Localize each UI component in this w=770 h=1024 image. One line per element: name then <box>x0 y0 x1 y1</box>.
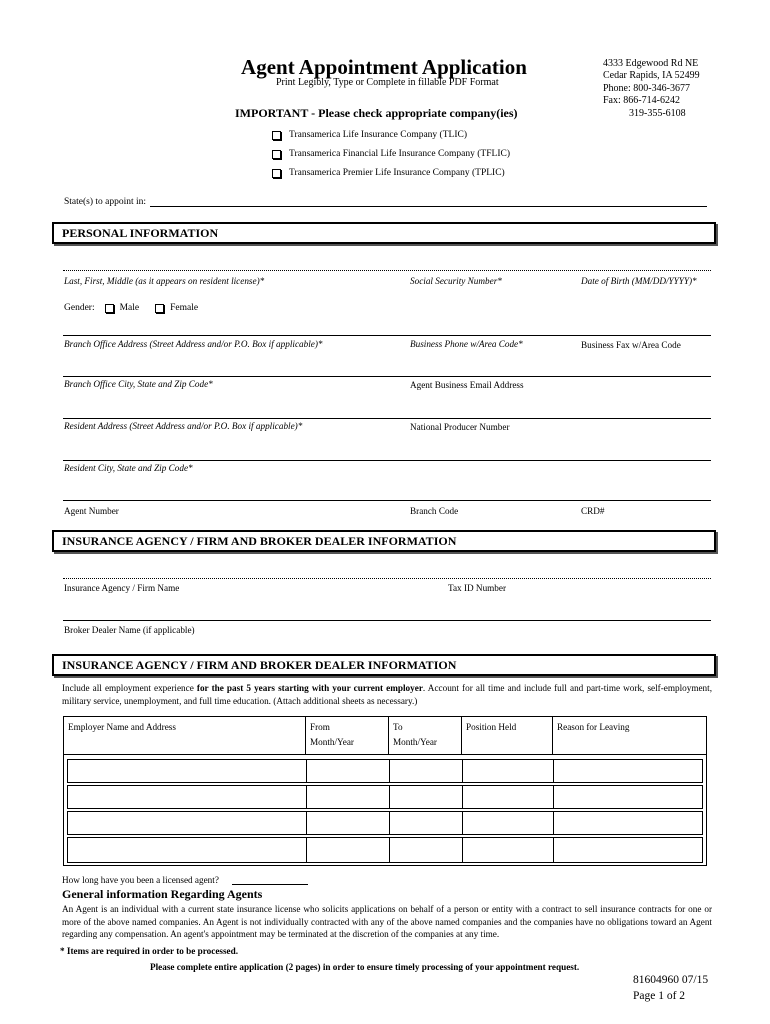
address-fax: Fax: 866-714-6242 <box>603 95 680 107</box>
label-branch-address: Branch Office Address (Street Address and/or P.O. Box if applicable)* <box>64 339 323 349</box>
label-agent-number: Agent Number <box>64 506 119 516</box>
gender-label: Gender: <box>64 303 95 313</box>
gender-field <box>64 303 198 313</box>
company-label-tflic: Transamerica Financial Life Insurance Company (TFLIC) <box>289 149 510 159</box>
company-address <box>603 58 700 120</box>
company-option-tflic[interactable] <box>272 149 510 159</box>
employment-table <box>63 716 707 755</box>
checkbox-tplic[interactable] <box>272 169 281 178</box>
employment-instructions <box>62 682 712 707</box>
address-fax-2: 319-355-6108 <box>629 107 686 119</box>
female-label: Female <box>170 303 199 313</box>
section-employment: INSURANCE AGENCY / FIRM AND BROKER DEALER INFORMATION <box>52 654 716 676</box>
form-footer <box>633 972 708 1004</box>
address-phone: Phone: 800-346-3677 <box>603 82 690 94</box>
label-business-phone: Business Phone w/Area Code* <box>410 339 523 349</box>
employment-header-row <box>64 717 707 755</box>
firm-name-input-line[interactable] <box>63 578 711 579</box>
col-employer-label: Employer Name and Address <box>68 722 176 732</box>
label-branch-city: Branch Office City, State and Zip Code* <box>64 379 213 389</box>
page-number: Page 1 of 2 <box>633 990 686 1002</box>
col-from <box>306 717 389 755</box>
name-input-line[interactable] <box>63 270 711 271</box>
label-broker-dealer: Broker Dealer Name (if applicable) <box>64 625 195 635</box>
checkbox-tlic[interactable] <box>272 131 281 140</box>
col-reason <box>553 717 707 755</box>
col-from-sub: Month/Year <box>310 737 354 747</box>
label-name: Last, First, Middle (as it appears on resident license)* <box>64 276 265 286</box>
complete-note: Please complete entire application (2 pages) in order to ensure timely processing of your appointment request. <box>150 962 580 972</box>
col-position <box>462 717 553 755</box>
label-email: Agent Business Email Address <box>410 380 524 390</box>
employment-rows <box>63 754 707 866</box>
label-crd: CRD# <box>581 506 605 516</box>
section-agency-firm: INSURANCE AGENCY / FIRM AND BROKER DEALER INFORMATION <box>52 530 716 552</box>
general-info-title: General information Regarding Agents <box>62 887 263 901</box>
col-employer <box>64 717 306 755</box>
address-city: Cedar Rapids, IA 52499 <box>603 70 700 82</box>
checkbox-female[interactable] <box>155 304 164 313</box>
resident-city-input-line[interactable] <box>63 460 711 461</box>
general-info-text: An Agent is an individual with a current state insurance license who solicits applications on behalf of a person or entity with a contract to sell insurance contracts for one or more of the above named companies. An Agent is not individually contracted with any of the above named companies and the companies have no obligations toward an Agent regarding any compensation. An agent's appointment may be terminated at the discretion of the companies at any time. <box>62 904 712 940</box>
states-label: State(s) to appoint in: <box>64 197 147 207</box>
employment-intro-a: Include all employment experience <box>62 683 197 693</box>
label-business-fax: Business Fax w/Area Code <box>581 340 681 350</box>
label-resident-city: Resident City, State and Zip Code* <box>64 463 193 473</box>
form-subtitle: Print Legibly, Type or Complete in fillable PDF Format <box>276 77 499 88</box>
label-firm-name: Insurance Agency / Firm Name <box>64 583 180 593</box>
company-label-tlic: Transamerica Life Insurance Company (TLIC) <box>289 130 467 140</box>
branch-address-input-line[interactable] <box>63 335 711 336</box>
male-label: Male <box>119 303 140 313</box>
broker-dealer-input-line[interactable] <box>63 620 711 621</box>
col-to-label: To <box>393 722 403 732</box>
licensed-duration-label: How long have you been a licensed agent? <box>62 875 219 885</box>
resident-address-input-line[interactable] <box>63 418 711 419</box>
label-dob: Date of Birth (MM/DD/YYYY)* <box>581 276 697 286</box>
label-resident-address: Resident Address (Street Address and/or P.O. Box if applicable)* <box>64 421 303 431</box>
col-position-label: Position Held <box>466 722 517 732</box>
agent-number-input-line[interactable] <box>63 500 711 501</box>
states-input[interactable] <box>150 206 707 207</box>
address-street: 4333 Edgewood Rd NE <box>603 58 699 69</box>
section-personal-information: PERSONAL INFORMATION <box>52 222 716 244</box>
required-note: * Items are required in order to be processed. <box>60 946 239 956</box>
licensed-duration-input[interactable] <box>232 884 308 885</box>
label-tax-id: Tax ID Number <box>448 583 507 593</box>
form-title: Agent Appointment Application <box>241 55 527 79</box>
col-to <box>389 717 462 755</box>
company-option-tplic[interactable] <box>272 168 505 178</box>
form-number: 81604960 07/15 <box>633 974 709 986</box>
important-notice: IMPORTANT - Please check appropriate company(ies) <box>235 106 518 120</box>
employment-intro-c: . Account for all time and include full and part-time work, self-employment, military service, unemployment, and full time education. (Attach additional sheets as necessary.) <box>62 683 712 706</box>
company-label-tplic: Transamerica Premier Life Insurance Company (TPLIC) <box>289 168 505 178</box>
checkbox-male[interactable] <box>105 304 114 313</box>
col-to-sub: Month/Year <box>393 737 437 747</box>
label-branch-code: Branch Code <box>410 506 459 516</box>
col-reason-label: Reason for Leaving <box>557 722 630 732</box>
employment-intro-b: for the past 5 years starting with your current employer <box>196 683 423 693</box>
branch-city-input-line[interactable] <box>63 376 711 377</box>
col-from-label: From <box>310 722 330 732</box>
company-option-tlic[interactable] <box>272 130 467 140</box>
checkbox-tflic[interactable] <box>272 150 281 159</box>
label-npn: National Producer Number <box>410 422 510 432</box>
label-ssn: Social Security Number* <box>410 276 502 286</box>
